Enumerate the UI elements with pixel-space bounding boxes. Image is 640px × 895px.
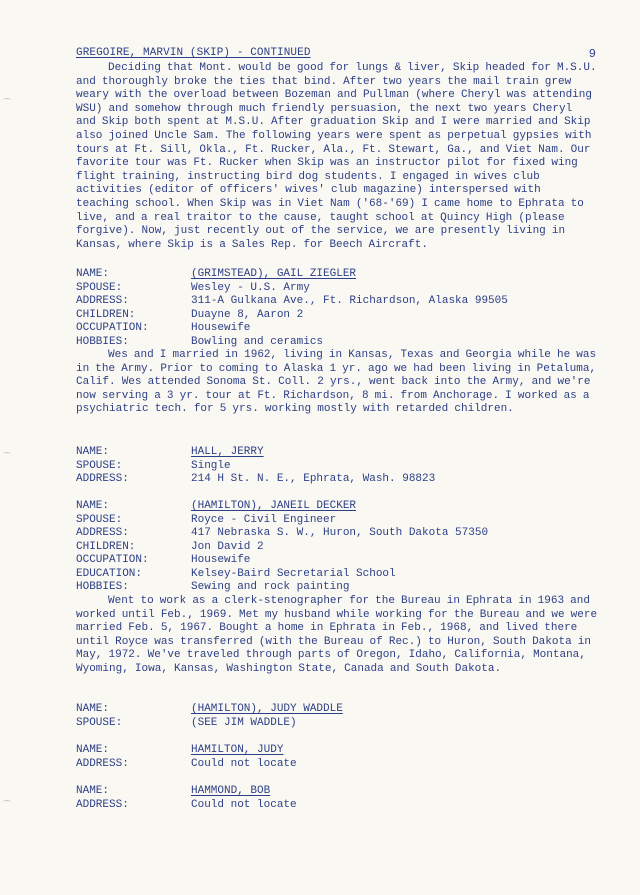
field-label: HOBBIES: [76, 335, 129, 348]
field-label: NAME: [76, 785, 110, 797]
person-name: HAMILTON, JUDY [191, 744, 284, 756]
entry-paragraph: Went to work as a clerk-stenographer for the Bureau in Ephrata in 1963 and worked until Feb., 1969. Met my husband while working for the Bureau and we were married Feb. 5, 1967. Bought a home in Ephrata in Feb., 1968, and lived there until Royce was transferred (with the Bureau of Rec.) to Huron, South Dakota in May, 1972. We've traveled through parts of Oregon, Idaho, California, Montana, Wyoming, Iowa, Kansas, Washington State, Canada and South Dakota. [76, 595, 598, 675]
field-row [76, 322, 596, 336]
field-row [76, 268, 596, 282]
paper-mark [3, 452, 11, 456]
field-row [76, 758, 596, 772]
entry-paragraph: Wes and I married in 1962, living in Kansas, Texas and Georgia while he was in the Army. Prior to coming to Alaska 1 yr. ago we had been living in Petaluma, Calif. Wes attended Sonoma St. Coll. 2 yrs., went back into the Army, and we're now serving a 3 yr. tour at Ft. Richardson, 8 mi. from Anchorage. I worked as a psychiatric tech. for 5 yrs. working mostly with retarded children. [76, 349, 597, 416]
field-value: Housewife [191, 554, 251, 566]
field-row [76, 446, 596, 460]
entry-hamilton-judy [76, 744, 596, 771]
field-label: SPOUSE: [76, 513, 123, 526]
person-name: (HAMILTON), JUDY WADDLE [191, 703, 343, 715]
person-name: HALL, JERRY [191, 446, 264, 458]
field-label: SPOUSE: [76, 459, 123, 472]
entry-hamilton-judy-waddle [76, 703, 596, 730]
field-label: CHILDREN: [76, 308, 136, 321]
field-label: NAME: [76, 703, 110, 715]
field-value: Kelsey-Baird Secretarial School [191, 567, 396, 580]
field-row [76, 295, 596, 309]
paper-mark [3, 98, 11, 102]
field-value: Duayne 8, Aaron 2 [191, 308, 304, 321]
field-label: EDUCATION: [76, 567, 143, 580]
paper-mark [3, 800, 11, 804]
field-value: Single [191, 459, 231, 472]
field-row [76, 309, 596, 323]
field-label: NAME: [76, 446, 110, 458]
page-header [76, 47, 596, 61]
intro-paragraph: Deciding that Mont. would be good for lungs & liver, Skip headed for M.S.U. and thoroughly broke the ties that bind. After two years the mail train grew weary with the overload between Bozeman and Pullman (where Cheryl was attending WSU) and somehow through much friendly persuasion, the next two years Cheryl and Skip both spent at M.S.U. After graduation Skip and I were married and Skip also joined Uncle Sam. The following years were spent as perpetual gypsies with tours at Ft. Sill, Okla., Ft. Rucker, Ala., Ft. Stewart, Ga., and Viet Nam. Our favorite tour was Ft. Rucker when Skip was an instructor pilot for fixed wing flight training, instructing bird dog students. I engaged in wives club activities (editor of officers' wives' club magazine) interspersed with teaching school. When Skip was in Viet Nam ('68-'69) I came home to Ephrata to live, and a real traitor to the cause, taught school at Quincy High (please forgive). Now, just recently out of the service, we are presently living in Kansas, where Skip is a Sales Rep. for Beech Aircraft. [76, 62, 597, 251]
person-name: (HAMILTON), JANEIL DECKER [191, 500, 357, 512]
field-label: SPOUSE: [76, 716, 123, 729]
field-label: ADDRESS: [76, 295, 129, 307]
field-label: SPOUSE: [76, 281, 123, 294]
field-value: Could not locate [191, 798, 297, 811]
person-name: HAMMOND, BOB [191, 785, 271, 797]
field-value: (SEE JIM WADDLE) [191, 716, 297, 729]
entry-hall [76, 446, 596, 487]
entry-hammond-bob [76, 785, 596, 812]
field-label: NAME: [76, 500, 110, 512]
field-row [76, 514, 596, 528]
field-row [76, 568, 596, 582]
field-label: ADDRESS: [76, 527, 129, 539]
field-value: 214 H St. N. E., Ephrata, Wash. 98823 [191, 473, 436, 485]
field-row [76, 703, 596, 717]
continued-heading: GREGOIRE, MARVIN (SKIP) - CONTINUED [76, 47, 311, 59]
field-value: 311-A Gulkana Ave., Ft. Richardson, Alaska 99505 [191, 295, 508, 307]
field-label: ADDRESS: [76, 473, 129, 485]
field-label: OCCUPATION: [76, 554, 149, 566]
field-row [76, 799, 596, 813]
field-value: Bowling and ceramics [191, 335, 324, 348]
field-value: Jon David 2 [191, 540, 264, 553]
field-row [76, 336, 596, 350]
field-value: Wesley - U.S. Army [191, 281, 310, 294]
field-row [76, 500, 596, 514]
field-row [76, 554, 596, 568]
field-label: NAME: [76, 744, 110, 756]
field-row [76, 460, 596, 474]
field-value: 417 Nebraska S. W., Huron, South Dakota 57350 [191, 527, 489, 539]
field-label: NAME: [76, 268, 110, 280]
field-row [76, 744, 596, 758]
field-row [76, 785, 596, 799]
field-value: Royce - Civil Engineer [191, 513, 337, 526]
field-row [76, 541, 596, 555]
field-row [76, 282, 596, 296]
field-row [76, 527, 596, 541]
entry-hamilton-janeil [76, 500, 596, 595]
field-label: HOBBIES: [76, 581, 129, 593]
field-row [76, 473, 596, 487]
field-label: ADDRESS: [76, 757, 129, 770]
field-row [76, 717, 596, 731]
field-label: ADDRESS: [76, 798, 129, 811]
field-value: Sewing and rock painting [191, 581, 350, 593]
page-number: 9 [588, 47, 596, 61]
field-label: OCCUPATION: [76, 322, 149, 334]
field-row [76, 581, 596, 595]
field-value: Housewife [191, 322, 251, 334]
field-value: Could not locate [191, 757, 297, 770]
person-name: (GRIMSTEAD), GAIL ZIEGLER [191, 268, 357, 280]
field-label: CHILDREN: [76, 540, 136, 553]
entry-grimstead [76, 268, 596, 349]
